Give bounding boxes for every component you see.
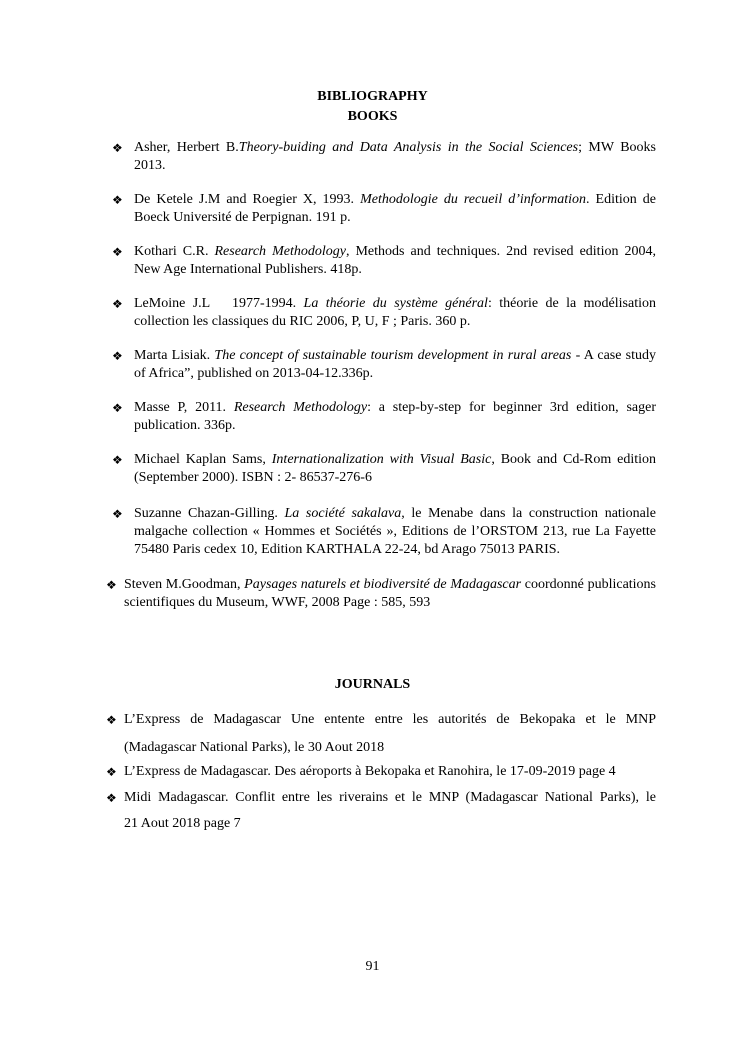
diamond-bullet-icon: ❖ <box>112 453 123 467</box>
book-details: ; MW Books 2013. <box>134 140 656 173</box>
book-author: Kothari C.R. <box>134 244 215 259</box>
diamond-bullet-icon: ❖ <box>106 578 117 592</box>
diamond-bullet-icon: ❖ <box>112 401 123 415</box>
book-entry <box>112 243 656 279</box>
book-title: Theory-buiding and Data Analysis in the Social Sciences <box>238 140 579 155</box>
journal-entry-continuation <box>124 815 241 833</box>
book-entry <box>106 576 657 612</box>
book-author: Suzanne Chazan-Gilling. <box>134 506 285 521</box>
book-author: Asher, Herbert B. <box>134 140 239 155</box>
book-author: Marta Lisiak. <box>134 348 215 363</box>
book-author: Steven M.Goodman, <box>124 577 245 592</box>
diamond-bullet-icon: ❖ <box>112 297 123 311</box>
book-title: Paysages naturels et biodiversité de Madagascar <box>244 577 522 592</box>
book-entry <box>112 191 657 227</box>
book-title: Methodologie du recueil d’information <box>360 192 587 207</box>
book-details: - A case study of Africa”, published on 2013-04-12.336p. <box>134 348 657 381</box>
book-details: , Book and Cd-Rom edition (September 2000). ISBN : 2- 86537-276-6 <box>134 452 656 485</box>
diamond-bullet-icon: ❖ <box>112 141 123 155</box>
book-details: : théorie de la modélisation collection les classiques du RIC 2006, P, U, F ; Paris. 360 p. <box>134 296 660 329</box>
diamond-bullet-icon: ❖ <box>106 791 117 805</box>
diamond-bullet-icon: ❖ <box>112 507 123 521</box>
journal-entry-line <box>106 711 656 729</box>
books-heading: BOOKS <box>347 109 398 124</box>
diamond-bullet-icon: ❖ <box>112 193 123 207</box>
journal-text: 21 Aout 2018 page 7 <box>124 816 241 831</box>
book-details: , le Menabe dans la construction nationale malgache collection « Hommes et Sociétés », Editions de l’ORSTOM 213, rue La Fayette 75480 Paris cedex 10, Edition KARTHALA 22-24, bd Arago 75013 PARIS. <box>134 506 657 557</box>
diamond-bullet-icon: ❖ <box>106 713 117 727</box>
page-title: BIBLIOGRAPHY <box>317 89 428 104</box>
book-author: LeMoine J.L 1977-1994. <box>134 296 304 311</box>
book-title: The concept of sustainable tourism development in rural areas <box>214 348 572 363</box>
book-author: Masse P, 2011. <box>134 400 234 415</box>
book-entry <box>112 295 660 331</box>
book-details: coordonné publications scientifiques du Museum, WWF, 2008 Page : 585, 593 <box>124 577 657 610</box>
book-title: La société sakalava <box>284 506 402 521</box>
book-title: La théorie du système général <box>303 296 488 311</box>
book-details: : a step-by-step for beginner 3rd edition, sager publication. 336p. <box>134 400 656 433</box>
journal-text: L’Express de Madagascar Une entente entre les autorités de Bekopaka et le MNP <box>124 712 656 727</box>
book-details: , Methods and techniques. 2nd revised edition 2004, New Age International Publishers. 418p. <box>134 244 656 277</box>
diamond-bullet-icon: ❖ <box>106 765 117 779</box>
book-author: Michael Kaplan Sams, <box>134 452 272 467</box>
book-entry <box>112 139 656 175</box>
diamond-bullet-icon: ❖ <box>112 349 123 363</box>
journal-entry-line <box>106 789 656 807</box>
journal-entry-line <box>106 763 616 781</box>
diamond-bullet-icon: ❖ <box>112 245 123 259</box>
book-entry <box>112 505 657 559</box>
page-number: 91 <box>365 959 380 974</box>
journal-text: L’Express de Madagascar. Des aéroports à Bekopaka et Ranohira, le 17-09-2019 page 4 <box>124 764 616 779</box>
book-title: Internationalization with Visual Basic <box>271 452 492 467</box>
journal-entry-continuation <box>124 739 384 757</box>
book-details: . Edition de Boeck Université de Perpignan. 191 p. <box>134 192 657 225</box>
journal-text: Midi Madagascar. Conflit entre les riverains et le MNP (Madagascar National Parks), le <box>124 790 656 805</box>
journal-text: (Madagascar National Parks), le 30 Aout 2018 <box>124 740 385 755</box>
journals-heading: JOURNALS <box>334 677 411 692</box>
book-title: Research Methodology <box>214 244 346 259</box>
book-title: Research Methodology <box>233 400 368 415</box>
book-author: De Ketele J.M and Roegier X, 1993. <box>134 192 361 207</box>
book-entry <box>112 399 656 435</box>
book-entry <box>112 451 656 487</box>
book-entry <box>112 347 657 383</box>
